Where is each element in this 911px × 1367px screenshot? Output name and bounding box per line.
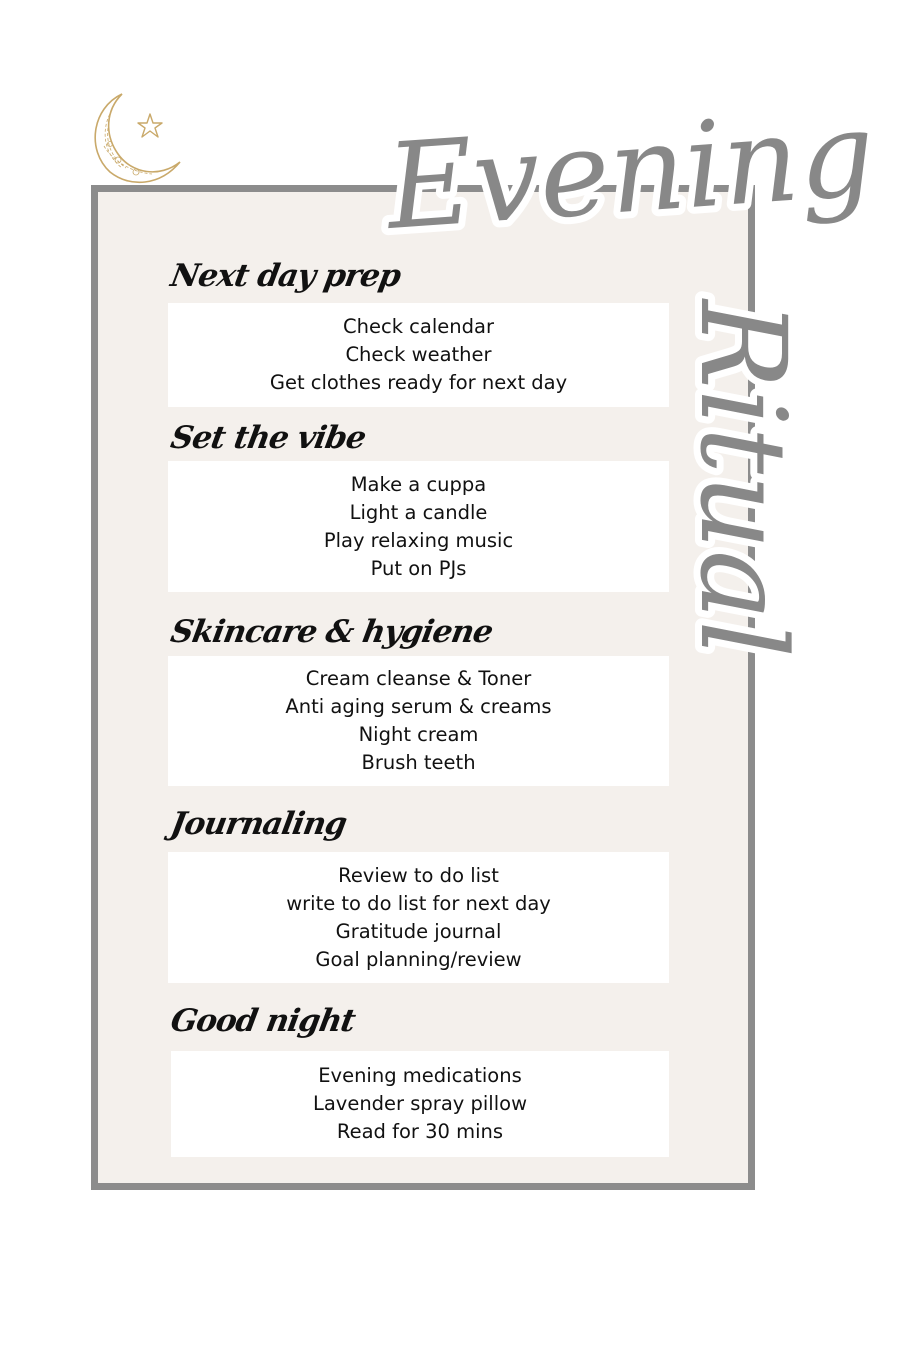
section-heading-journaling: Journaling: [168, 806, 349, 842]
section-heading-skincare-hygiene: Skincare & hygiene: [168, 614, 496, 650]
section-list-set-the-vibe: [168, 461, 669, 592]
list-item: Review to do list: [338, 863, 499, 887]
section-list-good-night: [171, 1051, 669, 1157]
list-item: Evening medications: [318, 1064, 522, 1087]
list-item: Check weather: [345, 343, 492, 366]
section-list-next-day-prep: [168, 303, 669, 407]
list-item: Cream cleanse & Toner: [305, 667, 532, 690]
list-item: Light a candle: [349, 500, 488, 524]
list-item: Read for 30 mins: [336, 1120, 504, 1143]
list-item: Put on PJs: [370, 556, 467, 580]
list-item: Brush teeth: [361, 751, 476, 774]
title-evening: Evening: [382, 84, 879, 256]
list-item: Anti aging serum & creams: [285, 695, 552, 718]
section-heading-next-day-prep: Next day prep: [168, 258, 403, 294]
list-item: write to do list for next day: [286, 891, 551, 915]
section-list-journaling: [168, 852, 669, 983]
list-item: Night cream: [358, 723, 479, 746]
title-ritual: Ritual: [674, 300, 812, 659]
list-item: Play relaxing music: [323, 528, 514, 552]
section-heading-set-the-vibe: Set the vibe: [168, 420, 369, 456]
section-heading-good-night: Good night: [168, 1003, 358, 1039]
list-item: Goal planning/review: [315, 947, 522, 971]
list-item: Get clothes ready for next day: [269, 371, 568, 394]
list-item: Check calendar: [343, 315, 494, 338]
list-item: Gratitude journal: [335, 919, 502, 943]
list-item: Lavender spray pillow: [312, 1092, 528, 1115]
list-item: Make a cuppa: [350, 472, 487, 496]
section-list-skincare-hygiene: [168, 656, 669, 786]
crescent-moon-star-icon: [82, 88, 186, 192]
